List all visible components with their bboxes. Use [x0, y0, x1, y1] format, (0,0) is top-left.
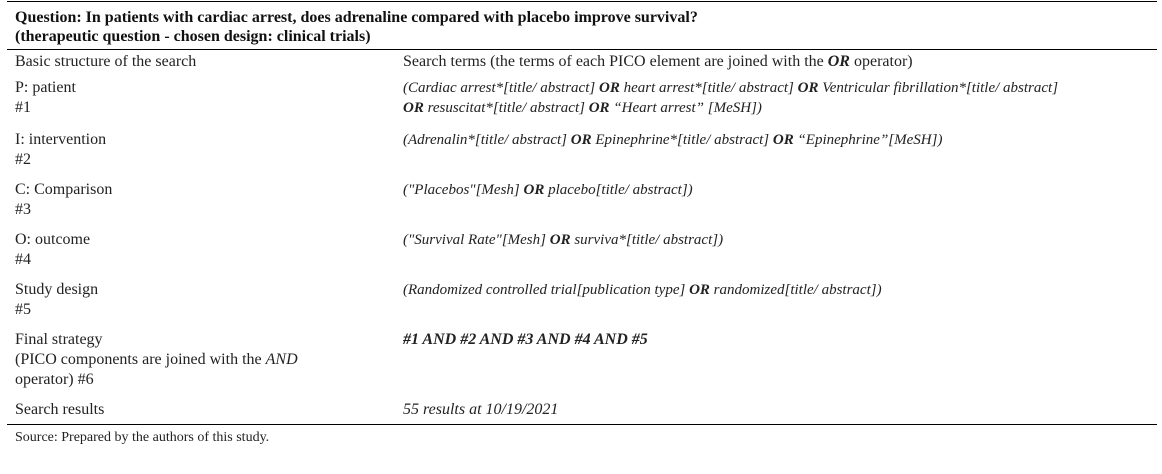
- header-search-terms: [395, 50, 1157, 78]
- or-operator: OR: [689, 282, 710, 298]
- row-comparison-terms: [395, 180, 1157, 230]
- pico-table-figure: [7, 0, 1157, 447]
- question-line-2: (therapeutic question - chosen design: clinical trials): [15, 28, 371, 45]
- term-text: ("Survival Rate"[Mesh]: [403, 232, 550, 248]
- or-operator: OR: [588, 100, 610, 116]
- row-outcome-label: [7, 230, 395, 280]
- term-text: ("Placebos"[Mesh]: [403, 182, 524, 198]
- study-design-terms-line: [403, 280, 1157, 300]
- or-operator: OR: [797, 80, 819, 96]
- or-operator: OR: [570, 132, 592, 148]
- and-operator: AND: [265, 351, 298, 368]
- patient-terms-line-2: [403, 98, 1157, 118]
- comparison-label: C: Comparison: [15, 181, 113, 198]
- outcome-terms-line: [403, 230, 1157, 250]
- source-note: Source: Prepared by the authors of this study.: [15, 430, 270, 445]
- row-final-strategy-terms: [395, 330, 1157, 400]
- final-strategy-label: Final strategy: [15, 331, 103, 348]
- row-study-design: [7, 280, 1157, 330]
- term-text: (Randomized controlled trial[publication type]: [403, 282, 690, 298]
- pico-search-table: [7, 50, 1157, 424]
- row-patient-terms: [395, 78, 1157, 130]
- row-final-strategy-label: [7, 330, 395, 400]
- note-text: (PICO components are joined with the: [15, 351, 266, 368]
- term-text: Ventricular fibrillation*[title/ abstract]: [818, 80, 1059, 96]
- row-patient-label: [7, 78, 395, 130]
- header-structure: Basic structure of the search: [15, 53, 197, 70]
- outcome-label: O: outcome: [15, 231, 91, 248]
- header-terms-text: Search terms (the terms of each PICO element are joined with the: [403, 53, 828, 70]
- term-text: “Epinephrine”[MeSH]): [793, 132, 943, 148]
- term-text: Epinephrine*[title/ abstract]: [591, 132, 773, 148]
- row-outcome: [7, 230, 1157, 280]
- header-or-operator: OR: [827, 53, 850, 70]
- row-search-results-value: [395, 400, 1157, 424]
- row-study-design-terms: [395, 280, 1157, 330]
- outcome-number: #4: [15, 251, 31, 268]
- term-text: “Heart arrest” [MeSH]): [609, 100, 762, 116]
- row-final-strategy: [7, 330, 1157, 400]
- row-patient: [7, 78, 1157, 130]
- or-operator: OR: [598, 80, 620, 96]
- study-design-number: #5: [15, 301, 31, 318]
- term-text: randomized[title/ abstract]): [709, 282, 882, 298]
- patient-terms-line-1: [403, 78, 1157, 98]
- table-header-row: [7, 50, 1157, 78]
- or-operator: OR: [523, 182, 545, 198]
- patient-label: P: patient: [15, 79, 76, 96]
- row-intervention: [7, 130, 1157, 180]
- row-search-results-label: Search results: [15, 401, 105, 418]
- row-study-design-label: [7, 280, 395, 330]
- term-text: surviva*[title/ abstract]): [570, 232, 724, 248]
- term-text: (Cardiac arrest*[title/ abstract]: [403, 80, 599, 96]
- final-strategy-number: operator) #6: [15, 371, 94, 388]
- final-strategy-expression: #1 AND #2 AND #3 AND #4 AND #5: [403, 331, 648, 348]
- header-terms-text-end: operator): [849, 53, 913, 70]
- row-intervention-terms: [395, 130, 1157, 180]
- search-results-value: 55 results at 10/19/2021: [403, 401, 559, 418]
- final-strategy-note: [15, 350, 395, 370]
- row-search-results: [7, 400, 1157, 424]
- question-block: [7, 2, 1157, 49]
- comparison-number: #3: [15, 201, 31, 218]
- comparison-terms-line: [403, 180, 1157, 200]
- or-operator: OR: [772, 132, 794, 148]
- term-text: placebo[title/ abstract]): [544, 182, 693, 198]
- row-comparison-label: [7, 180, 395, 230]
- intervention-terms-line: [403, 130, 1157, 150]
- study-design-label: Study design: [15, 281, 99, 298]
- question-line-1: Question: In patients with cardiac arrest, does adrenaline compared with placebo improve survival?: [15, 9, 698, 26]
- row-outcome-terms: [395, 230, 1157, 280]
- term-text: heart arrest*[title/ abstract]: [619, 80, 798, 96]
- intervention-number: #2: [15, 151, 31, 168]
- term-text: (Adrenalin*[title/ abstract]: [403, 132, 571, 148]
- or-operator: OR: [403, 100, 424, 116]
- patient-number: #1: [15, 99, 31, 116]
- row-intervention-label: [7, 130, 395, 180]
- term-text: resuscitat*[title/ abstract]: [423, 100, 589, 116]
- or-operator: OR: [549, 232, 571, 248]
- row-comparison: [7, 180, 1157, 230]
- intervention-label: I: intervention: [15, 131, 107, 148]
